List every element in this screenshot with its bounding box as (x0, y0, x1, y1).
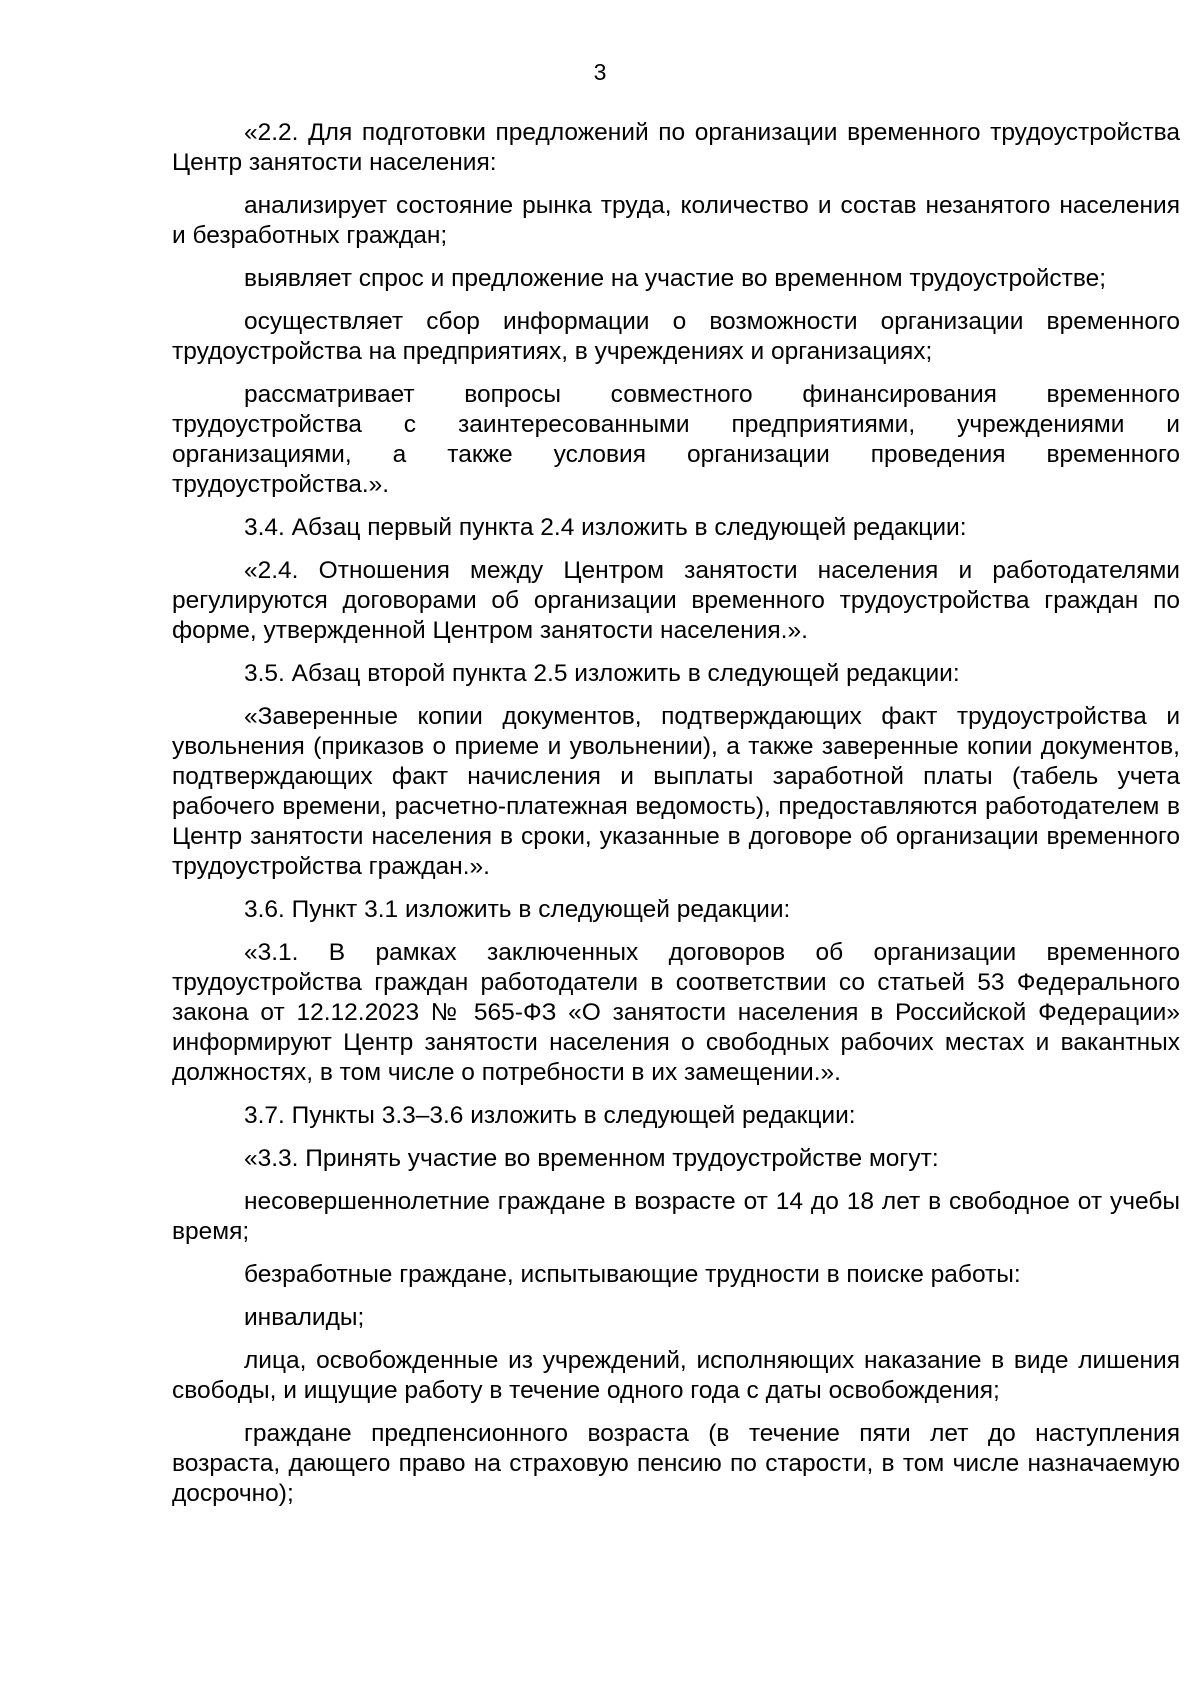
paragraph: «2.2. Для подготовки предложений по организации временного трудоустройства Центр занятости населения: (172, 119, 1180, 176)
paragraph: осуществляет сбор информации о возможности организации временного трудоустройства на предприятиях, в учреждениях и организациях; (172, 308, 1180, 365)
paragraph: «2.4. Отношения между Центром занятости населения и работодателями регулируются договорами об организации временного трудоустройства граждан по форме, утвержденной Центром занятости населения.». (172, 557, 1180, 644)
paragraph: «3.1. В рамках заключенных договоров об организации временного трудоустройства граждан работодатели в соответствии со статьей 53 Федерального закона от 12.12.2023 № 565-ФЗ «О занятости населения в Российской Федерации» информируют Центр занятости населения о свободных рабочих местах и вакантных должностях, в том числе о потребности в их замещении.». (172, 939, 1180, 1086)
document-body (172, 118, 1180, 1522)
paragraph: 3.7. Пункты 3.3–3.6 изложить в следующей редакции: (244, 1102, 856, 1129)
paragraph: рассматривает вопросы совместного финансирования временного трудоустройства с заинтересованными предприятиями, учреждениями и организациями, а также условия организации проведения временного трудоустройства.». (172, 381, 1180, 498)
paragraph: 3.6. Пункт 3.1 изложить в следующей редакции: (244, 896, 791, 923)
paragraph: выявляет спрос и предложение на участие во временном трудоустройстве; (244, 265, 1107, 292)
paragraph: безработные граждане, испытывающие трудности в поиске работы: (244, 1261, 1021, 1288)
paragraph: анализирует состояние рынка труда, количество и состав незанятого населения и безработных граждан; (172, 192, 1180, 249)
paragraph: «Заверенные копии документов, подтверждающих факт трудоустройства и увольнения (приказов о приеме и увольнении), а также заверенные копии документов, подтверждающих факт начисления и выплаты заработной платы (табель учета рабочего времени, расчетно-платежная ведомость), предоставляются работодателем в Центр занятости населения в сроки, указанные в договоре об организации временного трудоустройства граждан.». (172, 703, 1180, 880)
paragraph: 3.4. Абзац первый пункта 2.4 изложить в следующей редакции: (244, 514, 967, 541)
paragraph: граждане предпенсионного возраста (в течение пяти лет до наступления возраста, дающего право на страховую пенсию по старости, в том числе назначаемую досрочно); (172, 1420, 1180, 1507)
paragraph: лица, освобожденные из учреждений, исполняющих наказание в виде лишения свободы, и ищущие работу в течение одного года с даты освобождения; (172, 1347, 1180, 1404)
paragraph: несовершеннолетние граждане в возрасте от 14 до 18 лет в свободное от учебы время; (172, 1188, 1180, 1245)
paragraph: 3.5. Абзац второй пункта 2.5 изложить в следующей редакции: (244, 660, 960, 687)
paragraph: инвалиды; (244, 1304, 365, 1331)
paragraph: «3.3. Принять участие во временном трудоустройстве могут: (244, 1145, 939, 1172)
page-number: 3 (593, 59, 607, 85)
